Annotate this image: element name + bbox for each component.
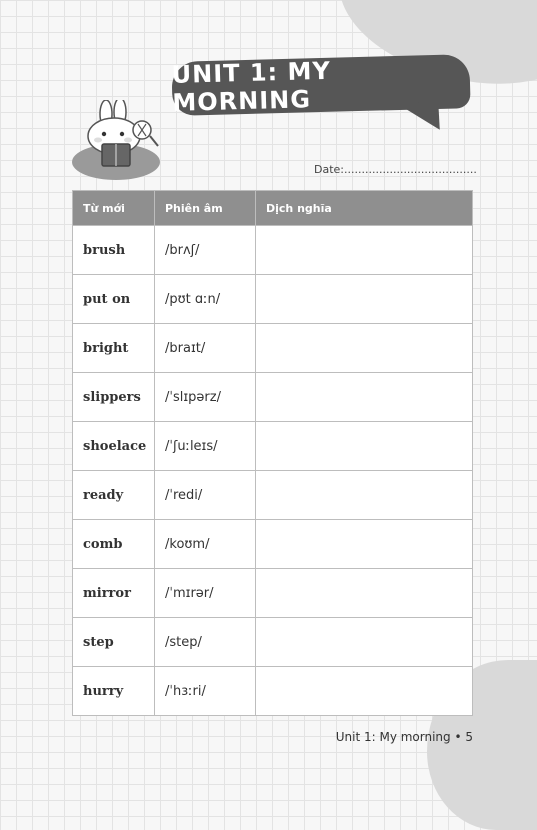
table-row (73, 275, 473, 324)
ipa-cell: /pʊt ɑːn/ (155, 275, 256, 324)
word-cell: bright (73, 324, 155, 373)
date-field: Date:...................................... (314, 163, 477, 176)
unit-title-banner (171, 54, 470, 116)
table-row (73, 667, 473, 716)
table-header-row (73, 191, 473, 226)
table-row (73, 226, 473, 275)
table-row (73, 422, 473, 471)
bunny-reading-book-icon (66, 100, 166, 182)
header-pronunciation: Phiên âm (155, 191, 256, 226)
meaning-cell[interactable] (256, 422, 473, 471)
ipa-cell: /ˈmɪrər/ (155, 569, 256, 618)
unit-title: UNIT 1: MY MORNING (171, 56, 332, 117)
table-row (73, 373, 473, 422)
meaning-cell[interactable] (256, 667, 473, 716)
header-meaning: Dịch nghĩa (256, 191, 473, 226)
ipa-cell: /ˈredi/ (155, 471, 256, 520)
meaning-cell[interactable] (256, 520, 473, 569)
meaning-cell[interactable] (256, 275, 473, 324)
word-cell: brush (73, 226, 155, 275)
table-row (73, 471, 473, 520)
ipa-cell: /koʊm/ (155, 520, 256, 569)
ipa-cell: /ˈhɜːri/ (155, 667, 256, 716)
meaning-cell[interactable] (256, 373, 473, 422)
meaning-cell[interactable] (256, 471, 473, 520)
table-row (73, 324, 473, 373)
word-cell: mirror (73, 569, 155, 618)
ipa-cell: /step/ (155, 618, 256, 667)
word-cell: comb (73, 520, 155, 569)
meaning-cell[interactable] (256, 324, 473, 373)
meaning-cell[interactable] (256, 226, 473, 275)
word-cell: put on (73, 275, 155, 324)
ipa-cell: /brʌʃ/ (155, 226, 256, 275)
word-cell: step (73, 618, 155, 667)
ipa-cell: /ˈʃuːleɪs/ (155, 422, 256, 471)
word-cell: ready (73, 471, 155, 520)
table-row (73, 520, 473, 569)
meaning-cell[interactable] (256, 618, 473, 667)
ipa-cell: /ˈslɪpərz/ (155, 373, 256, 422)
meaning-cell[interactable] (256, 569, 473, 618)
vocabulary-table (72, 190, 473, 716)
table-row (73, 618, 473, 667)
page-footer: Unit 1: My morning • 5 (335, 730, 473, 744)
word-cell: hurry (73, 667, 155, 716)
ipa-cell: /braɪt/ (155, 324, 256, 373)
word-cell: shoelace (73, 422, 155, 471)
word-cell: slippers (73, 373, 155, 422)
header-new-word: Từ mới (73, 191, 155, 226)
table-row (73, 569, 473, 618)
